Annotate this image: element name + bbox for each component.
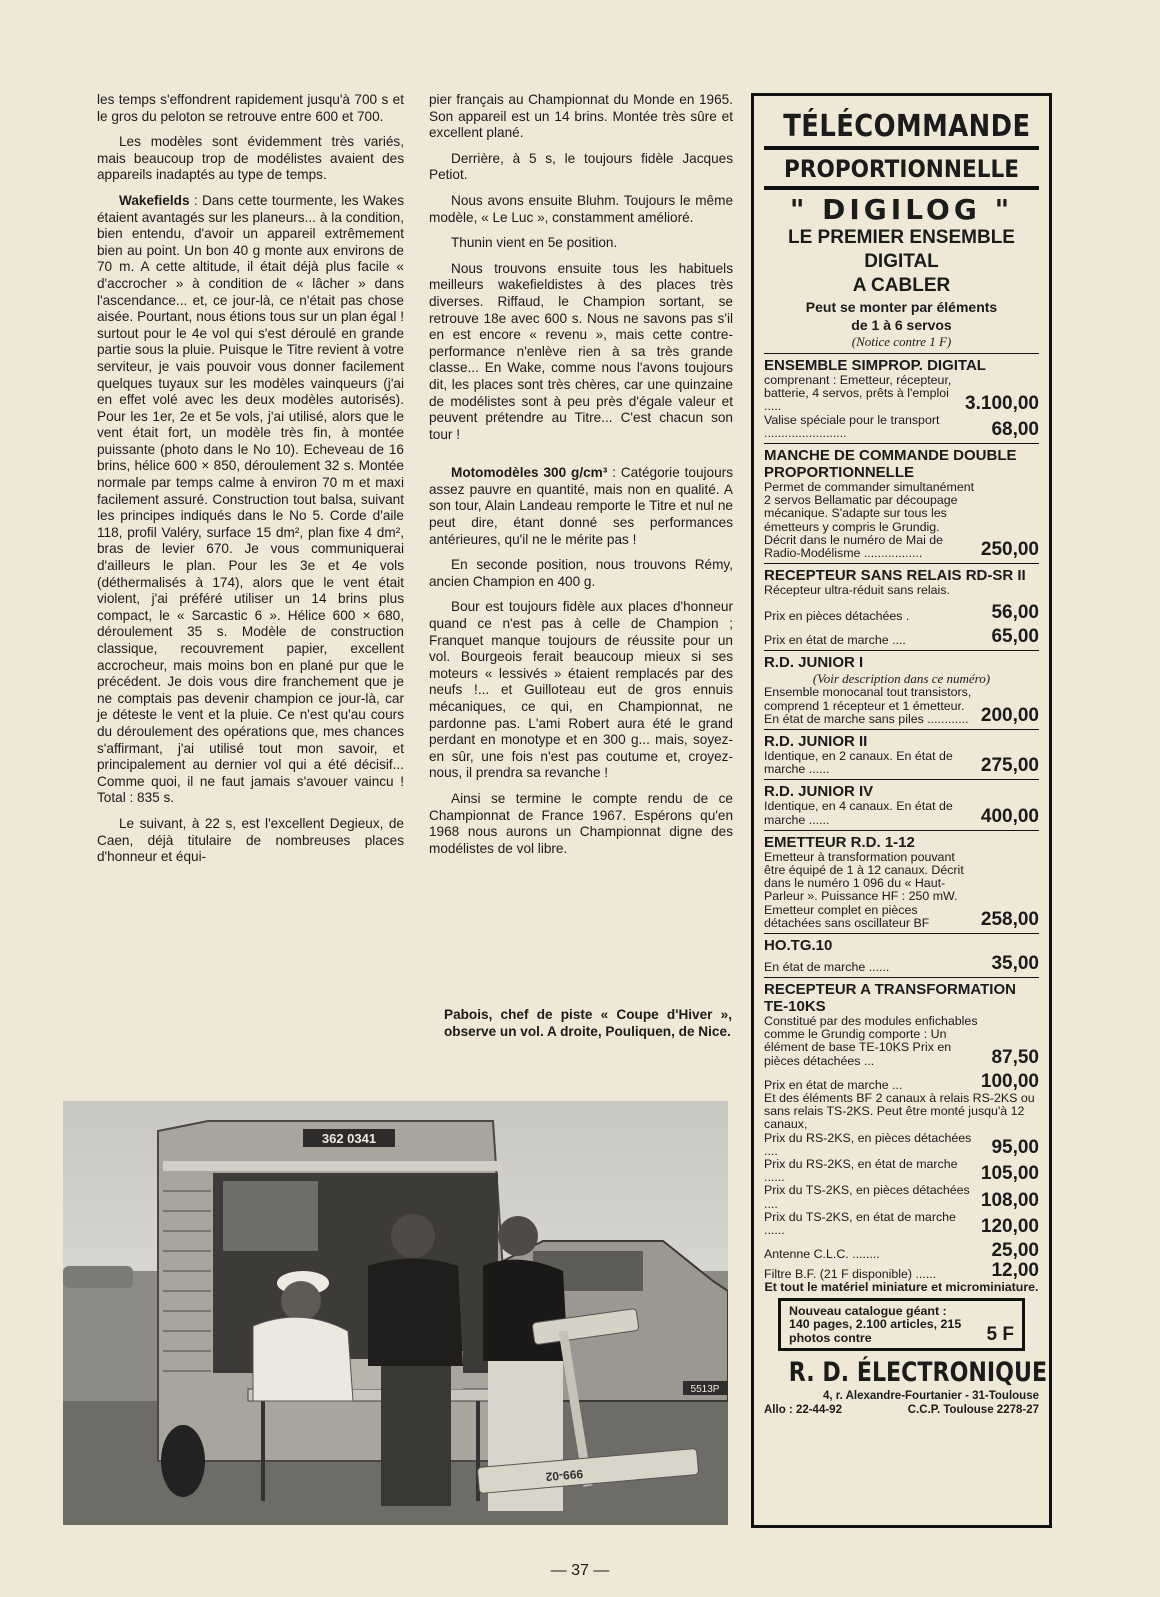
wing-marking: 999-02 (545, 1466, 584, 1484)
price: 258,00 (980, 909, 1039, 931)
product-title: EMETTEUR R.D. 1-12 (764, 833, 915, 851)
paragraph: Les modèles sont évidemment très variés, mais beaucoup trop de modélistes avaient des appareils inadaptés au type de temps. (97, 134, 404, 183)
paragraph (429, 465, 733, 548)
product-description: Emetteur à transformation pouvant être équipé de 1 à 12 canaux. Décrit dans le numéro 1 096 du « Haut-Parleur ». Puissance HF : 250 mW. Emetteur complet en pièces détachées sans oscillateur BF (764, 849, 964, 930)
price: 56,00 (991, 602, 1039, 624)
ad-subtitle: de 1 à 6 servos (851, 317, 952, 333)
product-title: MANCHE DE COMMANDE DOUBLE PROPORTIONNELLE (764, 447, 1017, 482)
ad-note: Et tout le matériel miniature et microminiature. (764, 1280, 1039, 1295)
product-description: Permet de commander simultanément 2 servos Bellamatic par découpage mécanique. S'adapte sur tous les émetteurs y compris le Grundig. Décrit dans le numéro de Mai de Radio-Modélisme ................. (764, 480, 975, 561)
ad-tagline: DIGITAL (864, 251, 939, 272)
price: 95,00 (991, 1136, 1039, 1158)
price: 250,00 (980, 539, 1039, 561)
product-description: Valise spéciale pour le transport ........................ (764, 412, 940, 440)
divider (764, 353, 1039, 354)
catalogue-box (778, 1298, 1025, 1350)
phone-number: Allo : 22-44-92 (764, 1403, 842, 1416)
price-row (764, 374, 1039, 414)
paragraph: Nous trouvons ensuite tous les habituels meilleurs wakefieldistes à des places très diverses. Riffaud, le Champion sortant, se retrouve 18e avec 600 s. Nous ne savons pas s'il en est encore « revenu », mais cette contre-performance n'enlève rien à sa très grande classe... En Wake, comme nous l'avons toujours dit, les places sont très chères, car une quinzaine de modélistes sont à peu près d'égale valeur et peuvent prétendre au Titre... C'est chacun son tour ! (429, 260, 733, 442)
product-description: Identique, en 4 canaux. En état de marche ...... (764, 799, 953, 827)
paragraph-text: : Dans cette tourmente, les Wakes étaient avantagés sur les planeurs... à la condition, bien entendu, d'avoir un appareil extrêmement bien au point. Un bon 40 g monte aux environs de 70 m. A cette altitude, il était déjà plus facile « d'accrocher » à condition de « lâcher » dans l'ascendance... et, ce jour-là, ce n'était pas chose aisée. Pourtant, nous étions tous sur un plan égal ! surtout pour le 4e vol qui s'est déroulé en grande partie sous la pluie. Puisque le Titre revient à votre serviteur, je vais pouvoir vous donner facilement quelques tuyaux sur les modèles vainqueurs (j'ai en effet volé avec les deux modèles autorisés). Pour les 1er, 2e et 5e vols, j'ai utilisé, alors que le vent était fort, un modèle très fin, à montée puissante (photo dans le No 10). Echeveau de 16 brins, hélice 600 × 850, déroulement 32 s. Montée normale par temps calme à environ 70 m et maxi facilement assuré. Construction tout balsa, suivant les principes indiqués dans le No 5. Corde d'aile 118, profil Valéry, surface 15 dm², plan fixe 4 dm², bras de levier 670. Je vous communiquerai d'ailleurs le plan. Pour les 3e et 4e vols (déthermalisés à 174), alors que le vent était violent, j'ai préféré utiliser un 14 brins plus compact, le « Sarcastic 6 ». Hélice 600 × 680, déroulement 35 s. Modèle de construction classique, recouvrement papier, excellent accrocheur, mais moins bon en plané pur que le précédent. Je dois vous dire franchement que je ne comptais pas devenir champion ce jour-là, car je déteste le vent et la pluie. Ce n'est qu'au cours du déroulement des opérations que, mes chances s'affirmant, j'ai utilisé tout mon savoir, et principalement au dernier vol qui a été décisif... Comme quoi, il ne faut jamais s'avouer vaincu ! Total : 835 s. (97, 192, 404, 806)
price: 200,00 (980, 705, 1039, 727)
price-row (764, 686, 1039, 726)
catalogue-text: 140 pages, 2.100 articles, 215 photos contre (789, 1317, 962, 1345)
article-column-2 (429, 92, 733, 866)
product-title: R.D. JUNIOR IV (764, 783, 874, 801)
divider (764, 729, 1039, 730)
catalogue-title: Nouveau catalogue géant : (789, 1304, 947, 1319)
photo-illustration (63, 1101, 728, 1525)
ad-notice: (Notice contre 1 F) (851, 334, 952, 349)
product-title: RECEPTEUR SANS RELAIS RD-SR II (764, 567, 1026, 585)
section-heading: Motomodèles 300 g/cm³ (451, 465, 608, 481)
price-row (764, 481, 1039, 560)
page-number: — 37 — (550, 1562, 610, 1579)
divider (764, 146, 1039, 150)
divider (764, 830, 1039, 831)
product-description: Récepteur ultra-réduit sans relais. (764, 583, 950, 598)
product-note: (Voir description dans ce numéro) (812, 671, 991, 687)
product-title: RECEPTEUR A TRANSFORMATION TE-10KS (764, 981, 1016, 1016)
price: 68,00 (991, 419, 1039, 441)
product-title: R.D. JUNIOR II (764, 733, 868, 751)
catalogue-price: 5 F (986, 1323, 1014, 1345)
price: 108,00 (980, 1189, 1039, 1211)
paragraph: Thunin vient en 5e position. (451, 235, 618, 251)
divider (764, 650, 1039, 651)
price: 12,00 (991, 1260, 1039, 1282)
ad-product-name: " DIGILOG " (789, 193, 1014, 226)
price-label: Prix du TS-2KS, en pièces détachées .... (764, 1183, 970, 1211)
price-row (764, 800, 1039, 826)
ccp-account: C.C.P. Toulouse 2278-27 (907, 1403, 1039, 1416)
company-address: 4, r. Alexandre-Fourtanier - 31-Toulouse (823, 1389, 1039, 1402)
price: 87,50 (991, 1046, 1039, 1068)
article-column-1 (97, 92, 404, 875)
ad-tagline: LE PREMIER ENSEMBLE (788, 227, 1015, 248)
ad-subtitle: Peut se monter par éléments (805, 299, 998, 315)
paragraph: Nous avons ensuite Bluhm. Toujours le même modèle, « Le Luc », constamment amélioré. (429, 192, 733, 225)
paragraph: Ainsi se termine le compte rendu de ce Championnat de France 1967. Espérons qu'en 1968 nous aurons un Championnat digne des modélistes de vol libre. (429, 790, 733, 856)
paragraph-text: : Catégorie toujours assez pauvre en quantité, mais non en qualité. A son tour, Alain Landeau remporte le Titre et nul ne peut dire, étant donné ses performances antérieures, qu'il ne le mérite pas ! (429, 465, 733, 547)
ad-title-2: PROPORTIONNELLE (783, 155, 1020, 183)
product-description: Identique, en 2 canaux. En état de marche ...... (764, 749, 953, 777)
advertisement-box (751, 93, 1052, 1528)
paragraph: pier français au Championnat du Monde en 1965. Son appareil est un 14 brins. Montée très sûre et excellent plané. (429, 92, 733, 141)
product-description: Constitué par des modules enfichables comme le Grundig comporte : Un élément de base TE-10KS Prix en pièces détachées ... (764, 1014, 978, 1068)
price-row (764, 1015, 1039, 1068)
price: 105,00 (980, 1163, 1039, 1185)
price-row (764, 1158, 1039, 1184)
company-name: R. D. ÉLECTRONIQUE (788, 1356, 1048, 1388)
product-title: HO.TG.10 (764, 937, 833, 955)
price: 25,00 (991, 1240, 1039, 1262)
product-description: Et des éléments BF 2 canaux à relais RS-2KS ou sans relais TS-2KS. Peut être monté jusqu'à 12 canaux, (764, 1090, 1035, 1132)
ad-title: TÉLÉCOMMANDE (783, 109, 1031, 144)
divider (764, 779, 1039, 780)
price: 275,00 (980, 755, 1039, 777)
product-description: En état de marche ...... (764, 959, 890, 974)
car-plate: 5513P (690, 1384, 720, 1395)
price-row (764, 1261, 1039, 1281)
price-row (764, 750, 1039, 776)
price-label: Prix du RS-2KS, en état de marche ...... (764, 1156, 958, 1185)
paragraph: Bour est toujours fidèle aux places d'honneur quand ce n'est pas à celle de Champion ; Franquet manque toujours de réussite pour un vol. Bourgeois ferait beaucoup mieux si ses moteurs « lessivés » étaient remplacés par des neufs !... et Guilloteau eut de gros ennuis mécaniques, ce qui, en Championnat, ne pardonne pas. L'ami Robert aura été le grand perdant en monotype et en 300 g... mais, soyez-en sûr, une fois n'est pas coutume et, croyez-nous, il prendra sa revanche ! (429, 599, 733, 781)
divider (764, 977, 1039, 978)
price-label: Prix en état de marche .... (764, 633, 906, 648)
price-row (764, 851, 1039, 930)
divider (764, 443, 1039, 444)
price-row (764, 954, 1039, 974)
price-row (764, 627, 1039, 647)
price-label: Prix en pièces détachées . (764, 609, 910, 624)
price-row (764, 1132, 1039, 1158)
product-description: comprenant : Emetteur, récepteur, batterie, 4 servos, prêts à l'emploi ..... (764, 373, 952, 414)
price: 100,00 (980, 1070, 1039, 1092)
price-row (764, 414, 1039, 440)
price: 3.100,00 (965, 392, 1039, 414)
price-row (764, 603, 1039, 623)
product-title: ENSEMBLE SIMPROP. DIGITAL (764, 357, 986, 374)
price-row (764, 1072, 1039, 1092)
price: 400,00 (980, 805, 1039, 827)
paragraph: Derrière, à 5 s, le toujours fidèle Jacques Petiot. (429, 150, 733, 183)
paragraph: En seconde position, nous trouvons Rémy, ancien Champion en 400 g. (429, 557, 733, 589)
paragraph (97, 193, 404, 807)
product-title: R.D. JUNIOR I (764, 654, 864, 672)
price: 35,00 (991, 953, 1039, 975)
price-row (764, 1184, 1039, 1210)
divider (764, 186, 1039, 190)
divider (764, 563, 1039, 564)
paragraph: les temps s'effondrent rapidement jusqu'à 700 s et le gros du peloton se retrouve entre 600 et 700. (97, 92, 404, 124)
price: 65,00 (991, 626, 1039, 648)
price-label: Antenne C.L.C. ........ (764, 1246, 880, 1261)
price-label: Filtre B.F. (21 F disponible) ...... (764, 1266, 937, 1281)
company-contact (764, 1403, 1039, 1417)
price-label: Prix en état de marche ... (764, 1077, 903, 1092)
price-row (764, 1211, 1039, 1237)
ad-tagline: A CABLER (852, 275, 951, 296)
section-heading: Wakefields (119, 192, 190, 208)
price-label: Prix du TS-2KS, en état de marche ...... (764, 1209, 956, 1237)
paragraph: Le suivant, à 22 s, est l'excellent Degieux, de Caen, déjà titulaire de nombreuses places d'honneur et équi- (97, 815, 404, 865)
price: 120,00 (980, 1216, 1039, 1238)
price-label: Prix du RS-2KS, en pièces détachées .... (764, 1130, 972, 1158)
photo-van-and-modellers (63, 1101, 728, 1525)
product-description: Ensemble monocanal tout transistors, comprend 1 récepteur et 1 émetteur. En état de marche sans piles ............ (764, 685, 972, 726)
price-row (764, 1241, 1039, 1261)
photo-caption: Pabois, chef de piste « Coupe d'Hiver », observe un vol. A droite, Pouliquen, de Nice. (444, 1007, 732, 1039)
catalogue-row (789, 1318, 1014, 1344)
license-plate: 362 0341 (321, 1131, 377, 1146)
divider (764, 933, 1039, 934)
